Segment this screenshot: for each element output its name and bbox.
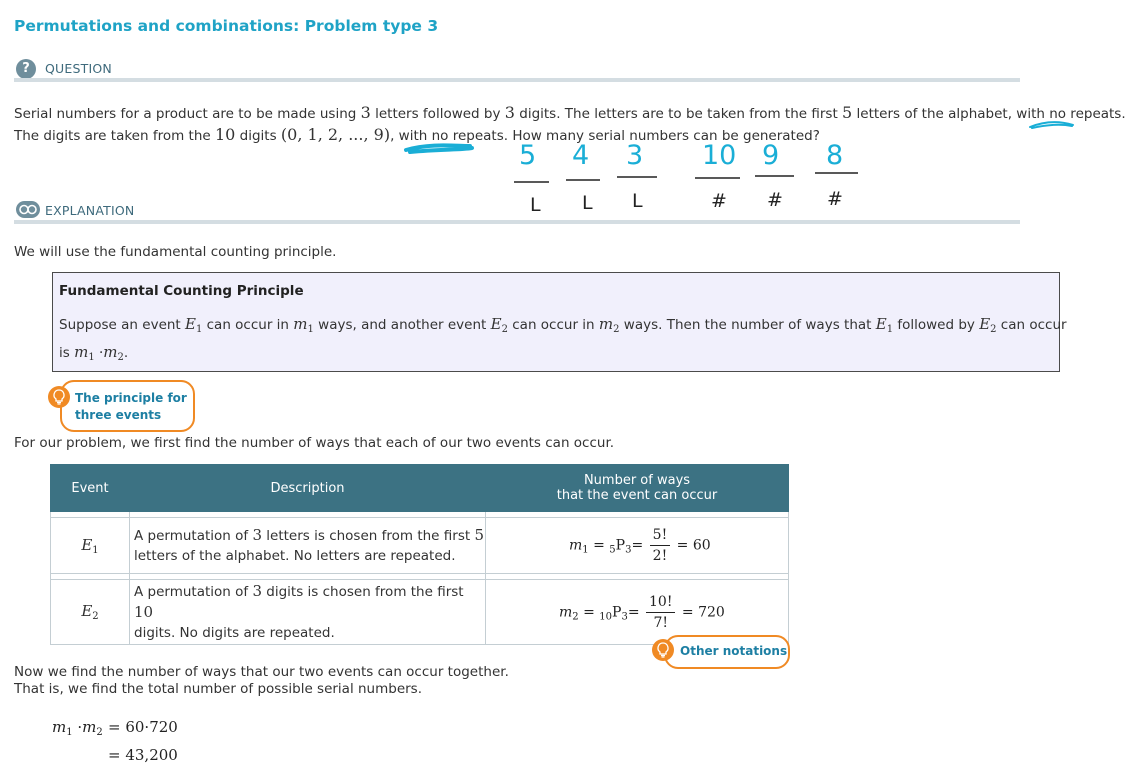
fcp-statement-line-1: Suppose an event $E_1$ can occur in $m_1$ ways, and another event $E_2$ can occur in $m_2$ ways. Then the number of ways that $E_1$ followed by $E_2$ can occur: [59, 315, 1067, 335]
annotation-top-6: 8: [826, 140, 844, 171]
table-row: [51, 518, 789, 574]
explanation-intro: We will use the fundamental counting principle.: [14, 244, 337, 260]
event-cell: $E_1$: [51, 518, 130, 574]
underline-scribble-2: [1030, 122, 1073, 128]
find-ways-text: For our problem, we first find the number of ways that each of our two events can occur.: [14, 435, 615, 451]
handwritten-annotations: [0, 0, 1093, 230]
annotation-bottom-3: L: [632, 190, 643, 212]
page-title: Permutations and combinations: Problem type 3: [14, 17, 439, 35]
description-cell: A permutation of 3 digits is chosen from the first 10 digits. No digits are repeated.: [130, 580, 486, 645]
header-event: Event: [51, 465, 130, 512]
annotation-top-5: 9: [762, 140, 780, 171]
lightbulb-icon: [652, 639, 674, 661]
annotation-top-1: 5: [519, 140, 537, 171]
annotation-top-2: 4: [572, 140, 590, 171]
annotation-top-4: 10: [702, 140, 737, 171]
ways-cell: $m_2 = _{10}P_3=$ $\frac{10!}{7!}$ = 720: [486, 580, 789, 645]
fcp-title: Fundamental Counting Principle: [59, 283, 304, 299]
question-label: QUESTION: [45, 61, 112, 76]
event-cell: $E_2$: [51, 580, 130, 645]
fcp-box: [52, 272, 1067, 372]
hint-three-events-label: The principle for three events: [75, 391, 187, 422]
annotation-top-3: 3: [626, 140, 644, 171]
question-line-1: Serial numbers for a product are to be made using 3 letters followed by 3 digits. The letters are to be taken from the first 5 letters of the alphabet, with no repeats.: [14, 103, 1126, 122]
hint-three-events-button[interactable]: [60, 380, 195, 432]
header-number-of-ways: Number of ways that the event can occur: [486, 465, 789, 512]
together-text-2: That is, we find the total number of possible serial numbers.: [14, 681, 423, 697]
annotation-bottom-4: #: [711, 190, 727, 212]
annotation-bottom-1: L: [530, 194, 541, 216]
annotation-bottom-6: #: [827, 188, 843, 210]
explanation-label: EXPLANATION: [45, 203, 135, 218]
annotation-bottom-5: #: [767, 189, 783, 211]
annotation-bottom-2: L: [582, 192, 593, 214]
together-text-1: Now we find the number of ways that our two events can occur together.: [14, 664, 509, 680]
lightbulb-icon: [48, 386, 70, 408]
product-lhs: $m_1 \cdot m_2$: [52, 718, 103, 738]
description-cell: A permutation of 3 letters is chosen from the first 5 letters of the alphabet. No letters are repeated.: [130, 518, 486, 574]
fcp-statement-line-2: is $m_1 \cdot m_2$.: [59, 343, 129, 363]
other-notations-button[interactable]: [664, 635, 790, 669]
header-description: Description: [130, 465, 486, 512]
ways-cell: $m_1 = _5P_3=$ $\frac{5!}{2!}$ = 60: [486, 518, 789, 574]
events-table: [50, 464, 789, 645]
explanation-icon: [16, 201, 40, 218]
explanation-divider: [14, 220, 1020, 224]
question-icon: ?: [16, 59, 36, 79]
product-step-1: = 60·720: [108, 718, 178, 736]
question-line-2: The digits are taken from the 10 digits (0, 1, 2, ..., 9), with no repeats. How many serial numbers can be generated?: [14, 125, 820, 144]
underline-scribble-1: [406, 145, 472, 152]
product-result: = 43,200: [108, 746, 178, 764]
other-notations-label: Other notations: [680, 644, 788, 658]
